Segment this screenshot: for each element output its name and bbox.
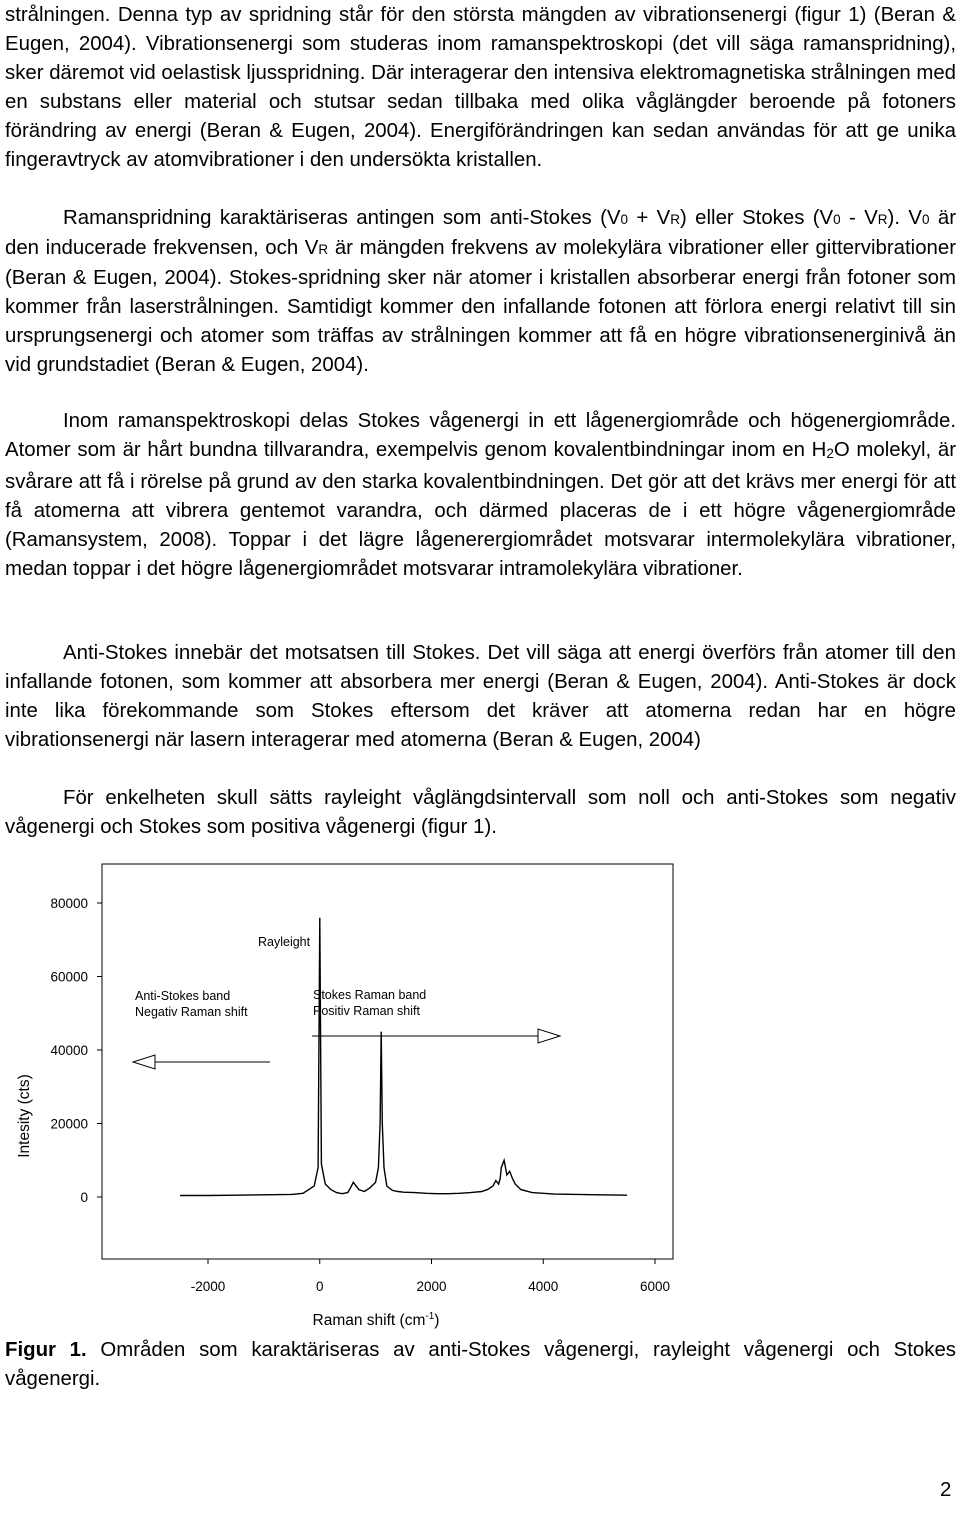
rayleigh-label: Rayleight bbox=[258, 935, 311, 949]
subscript-zero: 0 bbox=[921, 212, 930, 227]
paragraph-2-text-5: ). V bbox=[887, 207, 922, 229]
y-tick-label: 60000 bbox=[50, 969, 88, 985]
paragraph-2 bbox=[5, 204, 956, 380]
y-axis-ticks bbox=[50, 896, 102, 1205]
page-number: 2 bbox=[940, 1479, 952, 1501]
x-axis-label-main: Raman shift (cm bbox=[312, 1312, 426, 1329]
x-axis-label bbox=[313, 1311, 440, 1329]
raman-spectrum-chart bbox=[0, 858, 680, 1338]
figure-caption bbox=[5, 1336, 956, 1394]
right-arrow-icon bbox=[312, 1029, 560, 1043]
paragraph-2-text-7: är mängden frekvens av molekylära vibrationer eller gittervibrationer (Beran & Eugen, 2004). Stokes-spridning sker när atomer i kristallen absorberar energi från fotoner som kommer från laserstrålningen. Samtidigt kommer den infallande fotonen att förlora energi relativt till sin ursprungsenergi och atomer som träffas av strålningen kommer att få en högre vibrationsenerginivå än vid grundstadiet (Beran & Eugen, 2004). bbox=[5, 237, 957, 376]
x-tick-label: -2000 bbox=[190, 1279, 226, 1294]
paragraph-2-text-1: Ramanspridning karaktäriseras antingen som anti-Stokes (V bbox=[63, 207, 621, 229]
paragraph-2-text-4: - V bbox=[840, 207, 878, 229]
spectrum-series-line bbox=[180, 918, 627, 1196]
y-tick-label: 80000 bbox=[50, 896, 88, 911]
left-arrow-icon bbox=[133, 1055, 270, 1069]
figure-caption-label: Figur 1. bbox=[5, 1339, 87, 1361]
paragraph-3-text-2: O molekyl, är svårare att få i rörelse på grund av den starka kovalentbindningen. Det gör att det krävs mer energi för att få atomerna att vibrera gentemot varandra, och därmed placeras de i ett högre vågenergiområde (Ramansystem, 2008). Toppar i det lägre lågenerergiområdet motsvarar intermolekylära vibrationer, medan toppar i det högre lågenergiområdet motsvarar intramolekylära vibrationer. bbox=[5, 439, 957, 580]
paragraph-4 bbox=[5, 639, 956, 755]
positive-raman-shift-label: Positiv Raman shift bbox=[313, 1004, 420, 1018]
y-tick-label: 40000 bbox=[50, 1043, 88, 1058]
subscript-zero: 0 bbox=[620, 212, 629, 227]
figure-caption-text: Områden som karaktäriseras av anti-Stokes vågenergi, rayleight vågenergi och Stokes vågenergi. bbox=[5, 1339, 956, 1390]
y-tick-label: 0 bbox=[80, 1190, 88, 1205]
paragraph-3 bbox=[5, 407, 956, 584]
x-tick-label: 2000 bbox=[416, 1279, 447, 1294]
x-axis-label-superscript: -1 bbox=[425, 1311, 435, 1322]
subscript-two: 2 bbox=[826, 446, 834, 461]
x-tick-label: 4000 bbox=[528, 1279, 559, 1294]
y-tick-label: 20000 bbox=[50, 1116, 88, 1132]
x-axis-ticks bbox=[191, 1259, 670, 1294]
x-tick-label: 0 bbox=[315, 1279, 324, 1294]
subscript-r: R bbox=[877, 212, 888, 227]
subscript-zero: 0 bbox=[833, 212, 841, 227]
paragraph-1-text: strålningen. Denna typ av spridning står för den största mängden av vibrationsenergi (figur 1) (Beran & Eugen, 2004). Vibrationsenergi som studeras inom ramanspektroskopi (det vill säga ramanspridning), sker däremot vid oelastisk ljusspridning. Där interagerar den intensiva elektromagnetiska strålningen med en substans eller material och stutsar sedan tillbaka med olika våglängder beroende på fotoners förändring av energi (Beran & Eugen, 2004). Energiförändringen kan sedan användas för att ge unika fingeravtryck av atomvibrationer i den undersökta kristallen. bbox=[5, 4, 956, 171]
anti-stokes-band-label: Anti-Stokes band bbox=[135, 989, 231, 1003]
paragraph-5 bbox=[5, 784, 956, 842]
y-axis-label: Intesity (cts) bbox=[16, 1074, 33, 1158]
paragraph-2-text-2: + V bbox=[628, 207, 671, 229]
negative-raman-shift-label: Negativ Raman shift bbox=[135, 1005, 248, 1019]
paragraph-2-text-6: är den inducerade frekvensen, och V bbox=[5, 207, 956, 259]
subscript-r: R bbox=[670, 212, 681, 227]
paragraph-4-text: Anti-Stokes innebär det motsatsen till Stokes. Det vill säga att energi överförs från atomer till den infallande fotonen, som kommer att absorbera mer energi (Beran & Eugen, 2004). Anti-Stokes är dock inte lika förekommande som Stokes eftersom det kräver att atomerna redan har en högre vibrationsenergi när lasern interagerar med atomerna (Beran & Eugen, 2004) bbox=[5, 642, 956, 751]
x-axis-label-end: ) bbox=[434, 1312, 440, 1329]
paragraph-2-text-3: ) eller Stokes (V bbox=[680, 207, 834, 229]
paragraph-5-text: För enkelheten skull sätts rayleight våglängdsintervall som noll och anti-Stokes som negativ vågenergi och Stokes som positiva vågenergi (figur 1). bbox=[5, 787, 956, 838]
paragraph-3-text-1: Inom ramanspektroskopi delas Stokes vågenergi in ett lågenergiområde och högenergiområde. Atomer som är hårt bundna tillvarandra, exempelvis genom kovalentbindningar inom en H bbox=[5, 410, 956, 461]
x-tick-label: 6000 bbox=[639, 1279, 671, 1294]
stokes-raman-band-label: Stokes Raman band bbox=[313, 988, 427, 1002]
subscript-r: R bbox=[318, 242, 329, 257]
paragraph-1 bbox=[5, 1, 956, 175]
